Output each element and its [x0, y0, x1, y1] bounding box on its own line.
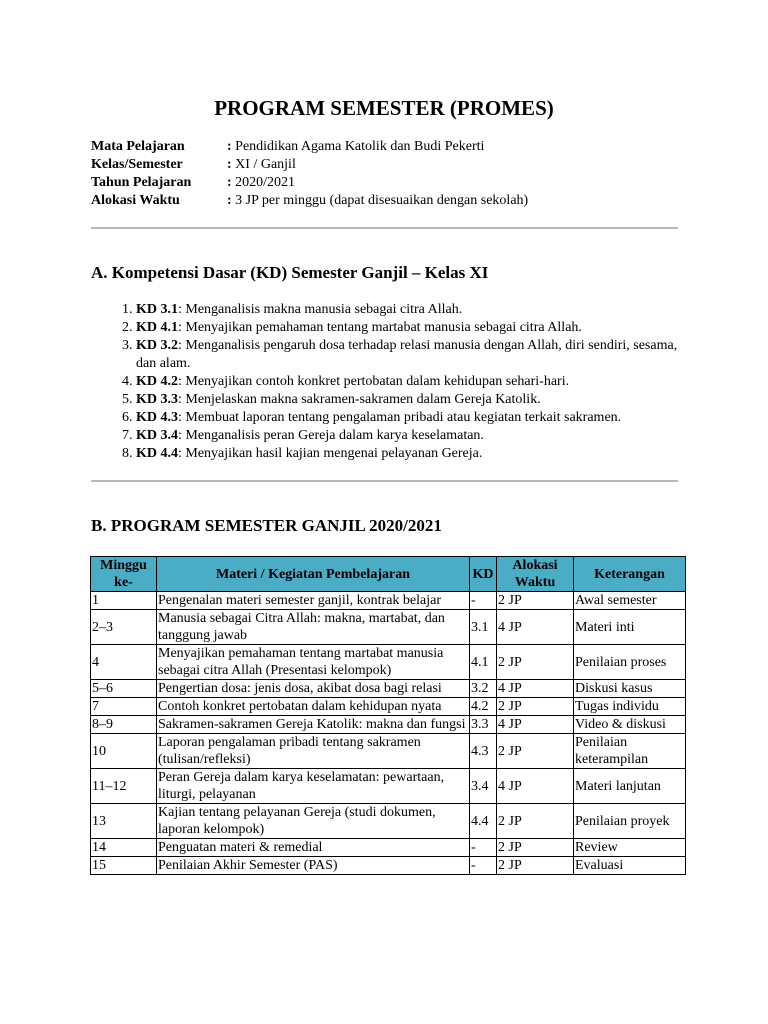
info-value: Pendidikan Agama Katolik dan Budi Pekerti: [235, 139, 485, 154]
cell-kd: 3.2: [470, 680, 497, 698]
info-row-year: [91, 174, 528, 192]
cell-week: 8–9: [91, 716, 157, 734]
info-row-time: [91, 192, 528, 210]
info-label: Kelas/Semester: [91, 157, 183, 172]
page-title: PROGRAM SEMESTER (PROMES): [214, 96, 554, 120]
cell-notes: Video & diskusi: [574, 716, 686, 734]
cell-time: 2 JP: [497, 734, 574, 769]
kd-code: KD 4.4: [136, 446, 178, 461]
section-b-heading: B. PROGRAM SEMESTER GANJIL 2020/2021: [91, 516, 442, 535]
cell-kd: 4.4: [470, 804, 497, 839]
cell-time: 4 JP: [497, 610, 574, 645]
table-row: [91, 592, 686, 610]
cell-time: 2 JP: [497, 857, 574, 875]
cell-time: 2 JP: [497, 804, 574, 839]
kd-code: KD 3.4: [136, 428, 178, 443]
cell-notes: Penilaian keterampilan: [574, 734, 686, 769]
cell-kd: 4.3: [470, 734, 497, 769]
table-row: [91, 839, 686, 857]
info-value: XI / Ganjil: [231, 157, 296, 172]
cell-notes: Tugas individu: [574, 698, 686, 716]
list-item: [136, 373, 681, 391]
cell-kd: 3.1: [470, 610, 497, 645]
cell-material: Peran Gereja dalam karya keselamatan: pewartaan, liturgi, pelayanan: [157, 769, 470, 804]
section-a-heading: A. Kompetensi Dasar (KD) Semester Ganjil – Kelas XI: [91, 263, 489, 282]
list-item: [136, 427, 681, 445]
cell-notes: Penilaian proses: [574, 645, 686, 680]
cell-material: Penilaian Akhir Semester (PAS): [157, 857, 470, 875]
info-colon: :: [227, 193, 236, 208]
cell-week: 14: [91, 839, 157, 857]
info-label: Tahun Pelajaran: [91, 175, 192, 190]
cell-material: Kajian tentang pelayanan Gereja (studi dokumen, laporan kelompok): [157, 804, 470, 839]
table-row: [91, 769, 686, 804]
info-colon: :: [227, 157, 232, 172]
cell-material: Sakramen-sakramen Gereja Katolik: makna dan fungsi: [157, 716, 470, 734]
cell-time: 4 JP: [497, 680, 574, 698]
column-header-time: Alokasi Waktu: [497, 557, 574, 592]
cell-notes: Review: [574, 839, 686, 857]
column-header-week: Minggu ke-: [91, 557, 157, 592]
cell-week: 5–6: [91, 680, 157, 698]
cell-week: 10: [91, 734, 157, 769]
kd-text: : Menganalisis pengaruh dosa terhadap relasi manusia dengan Allah, diri sendiri, sesama, dan alam.: [136, 338, 678, 371]
table-row: [91, 698, 686, 716]
table-row: [91, 857, 686, 875]
program-table: [90, 556, 686, 875]
cell-notes: Awal semester: [574, 592, 686, 610]
column-header-notes: Keterangan: [574, 557, 686, 592]
divider: [91, 227, 678, 229]
kd-code: KD 4.1: [136, 320, 178, 335]
kd-code: KD 4.3: [136, 410, 178, 425]
cell-kd: 3.3: [470, 716, 497, 734]
kd-text: : Menyajikan pemahaman tentang martabat manusia sebagai citra Allah.: [178, 320, 582, 335]
cell-time: 4 JP: [497, 769, 574, 804]
cell-notes: Evaluasi: [574, 857, 686, 875]
cell-material: Manusia sebagai Citra Allah: makna, martabat, dan tanggung jawab: [157, 610, 470, 645]
cell-week: 11–12: [91, 769, 157, 804]
cell-material: Laporan pengalaman pribadi tentang sakramen (tulisan/refleksi): [157, 734, 470, 769]
info-colon: :: [227, 139, 236, 154]
list-item: [136, 445, 681, 463]
kd-text: : Menganalisis peran Gereja dalam karya keselamatan.: [178, 428, 484, 443]
cell-material: Penguatan materi & remedial: [157, 839, 470, 857]
info-label: Alokasi Waktu: [91, 193, 180, 208]
kd-code: KD 4.2: [136, 374, 178, 389]
table-row: [91, 804, 686, 839]
cell-kd: 4.2: [470, 698, 497, 716]
list-item: [136, 391, 681, 409]
cell-time: 4 JP: [497, 716, 574, 734]
kd-code: KD 3.2: [136, 338, 178, 353]
cell-week: 2–3: [91, 610, 157, 645]
cell-material: Pengertian dosa: jenis dosa, akibat dosa bagi relasi: [157, 680, 470, 698]
cell-kd: -: [470, 857, 497, 875]
cell-time: 2 JP: [497, 839, 574, 857]
kd-text: : Menganalisis makna manusia sebagai citra Allah.: [178, 302, 463, 317]
cell-notes: Materi lanjutan: [574, 769, 686, 804]
table-row: [91, 610, 686, 645]
list-item: [136, 337, 681, 373]
cell-kd: -: [470, 592, 497, 610]
cell-week: 13: [91, 804, 157, 839]
info-colon: :: [227, 175, 236, 190]
cell-week: 4: [91, 645, 157, 680]
cell-notes: Materi inti: [574, 610, 686, 645]
kd-text: : Menyajikan contoh konkret pertobatan dalam kehidupan sehari-hari.: [178, 374, 570, 389]
cell-time: 2 JP: [497, 645, 574, 680]
table-row: [91, 645, 686, 680]
kd-text: : Menyajikan hasil kajian mengenai pelayanan Gereja.: [178, 446, 483, 461]
cell-kd: 4.1: [470, 645, 497, 680]
table-row: [91, 734, 686, 769]
info-row-subject: [91, 138, 528, 156]
table-row: [91, 680, 686, 698]
cell-week: 15: [91, 857, 157, 875]
cell-kd: 3.4: [470, 769, 497, 804]
divider: [91, 480, 678, 482]
kd-code: KD 3.1: [136, 302, 178, 317]
cell-week: 7: [91, 698, 157, 716]
list-item: [136, 409, 681, 427]
column-header-kd: KD: [470, 557, 497, 592]
cell-week: 1: [91, 592, 157, 610]
cell-material: Pengenalan materi semester ganjil, kontrak belajar: [157, 592, 470, 610]
info-row-class: [91, 156, 528, 174]
table-row: [91, 716, 686, 734]
cell-kd: -: [470, 839, 497, 857]
info-value: 2020/2021: [235, 175, 296, 190]
column-header-material: Materi / Kegiatan Pembelajaran: [157, 557, 470, 592]
info-label: Mata Pelajaran: [91, 139, 185, 154]
kd-list: [91, 301, 681, 463]
kd-text: : Menjelaskan makna sakramen-sakramen dalam Gereja Katolik.: [178, 392, 541, 407]
kd-code: KD 3.3: [136, 392, 178, 407]
list-item: [136, 319, 681, 337]
cell-material: Contoh konkret pertobatan dalam kehidupan nyata: [157, 698, 470, 716]
list-item: [136, 301, 681, 319]
cell-notes: Diskusi kasus: [574, 680, 686, 698]
course-info: [91, 138, 528, 210]
cell-material: Menyajikan pemahaman tentang martabat manusia sebagai citra Allah (Presentasi kelompok): [157, 645, 470, 680]
kd-text: : Membuat laporan tentang pengalaman pribadi atau kegiatan terkait sakramen.: [178, 410, 622, 425]
cell-time: 2 JP: [497, 698, 574, 716]
cell-time: 2 JP: [497, 592, 574, 610]
cell-notes: Penilaian proyek: [574, 804, 686, 839]
info-value: 3 JP per minggu (dapat disesuaikan dengan sekolah): [235, 193, 529, 208]
table-header-row: [91, 557, 686, 592]
